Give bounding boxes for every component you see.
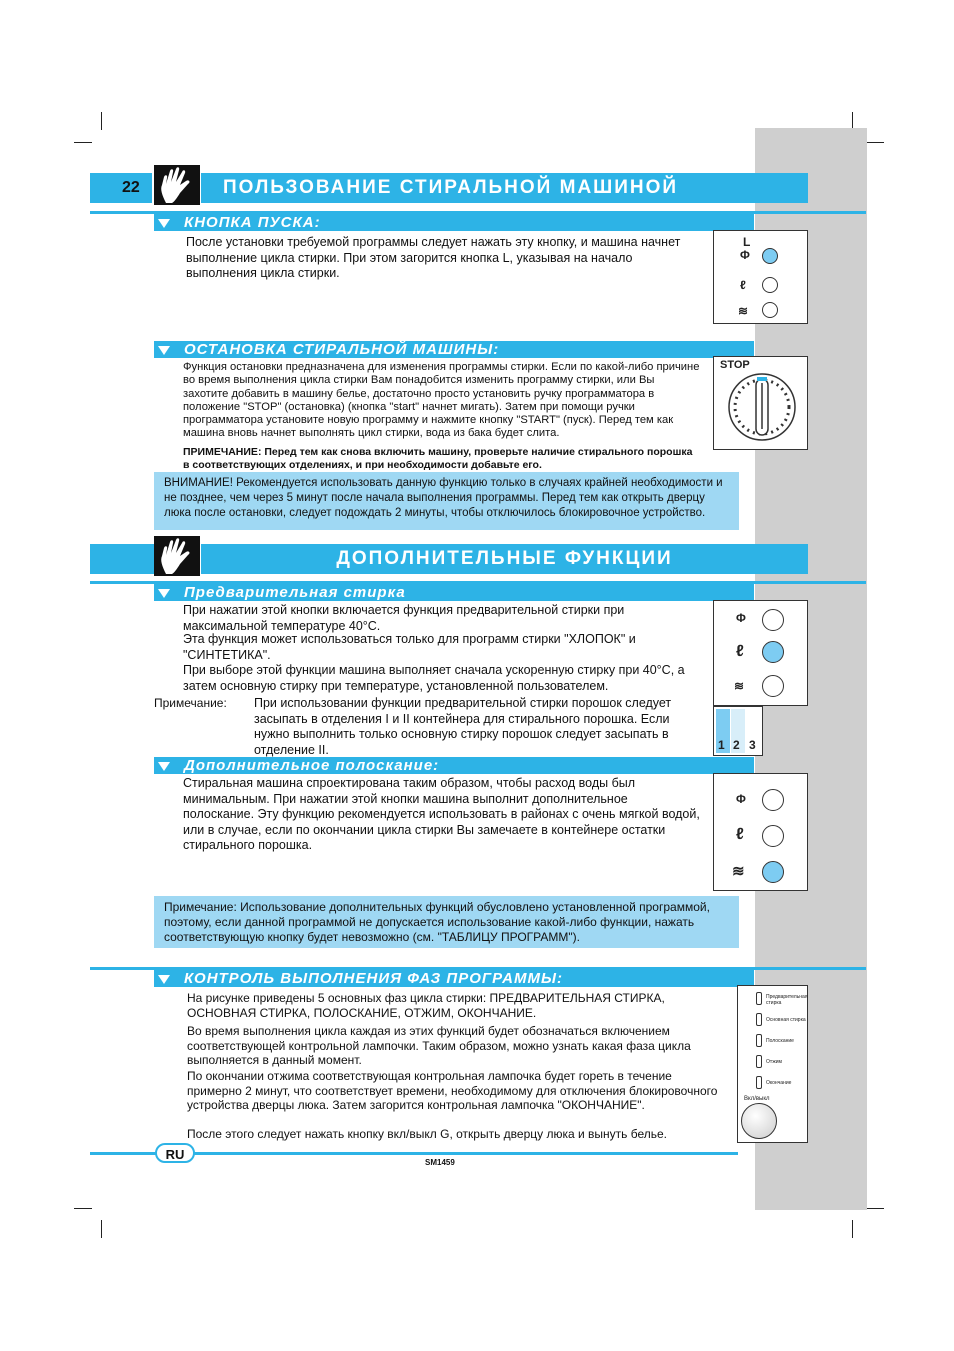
start-button-heading: КНОПКА ПУСКА: xyxy=(154,214,754,231)
doc-code: SM1459 xyxy=(425,1158,455,1167)
rinse-button[interactable] xyxy=(762,861,784,883)
power-button[interactable] xyxy=(741,1103,777,1139)
crop-mark xyxy=(74,142,92,143)
phases-paragraph-3: По окончании отжима соответствующая контрольная лампочка будет гореть в течение примерно 2 минут, что соответствует времени, необходимому для отключения блокировочного устройства дверцы люка. Затем загорится контрольная лампочка "ОКОНЧАНИЕ". xyxy=(187,1069,718,1112)
panel-button[interactable] xyxy=(762,675,784,697)
phase-lamps-panel xyxy=(737,985,808,1143)
panel-button[interactable] xyxy=(762,789,784,811)
drawer-label-1: 1 xyxy=(718,738,725,752)
prewash-heading: Предварительная стирка xyxy=(154,584,754,601)
stop-text: Функция остановки предназначена для изменения программы стирки. Если по какой-либо причине во время выполнения цикла стирки Вам понадобится изменить программу стирки, или Вы захотите добавить в машину белье, достаточно просто установить ручку программатора в положение "STOP" (остановка) (кнопка "start" начнет мигать). Затем при помощи ручки программатора установите новую программу и нажмите кнопку "START" (пуск). Перед тем как машина вновь начнет выполнять цикл стирки, вода из бака будет слита. xyxy=(183,361,700,440)
power-label: Вкл/выкл xyxy=(744,1096,770,1102)
stop-label: STOP xyxy=(720,359,750,371)
start-button-indicator[interactable] xyxy=(762,248,778,264)
lamp-prewash xyxy=(756,992,762,1005)
main-title: ПОЛЬЗОВАНИЕ СТИРАЛЬНОЙ МАШИНОЙ xyxy=(201,173,808,203)
triangle-icon xyxy=(158,762,170,771)
rinse-symbol-icon: ≋ xyxy=(734,679,745,693)
triangle-icon xyxy=(158,346,170,355)
extra-title: ДОПОЛНИТЕЛЬНЫЕ ФУНКЦИИ xyxy=(201,544,808,574)
extra-functions-note: Примечание: Использование дополнительных функций обусловлено установленной программой, поэтому, если данной программой не допускается использование какой-либо функции, нажать соответствующую кнопку будет невозможно (см. "ТАБЛИЦУ ПРОГРАММ"). xyxy=(154,896,739,948)
prewash-paragraph-3: При выборе этой функции машина выполняет сначала ускоренную стирку при 40°C, а затем основную стирку при температуре, установленной пользователем. xyxy=(183,663,685,693)
rinse-text: Стиральная машина спроектирована таким образом, чтобы расход воды был минимальным. При нажатии этой кнопки машина выполнит дополнительное полоскание. Эту функцию рекомендуется использовать в районах с очень мягкой водой, или в случае, если по окончании цикла стирки Вы замечаете в контейнере остатки стирального порошка. xyxy=(183,776,700,852)
hand-icon xyxy=(154,536,200,576)
panel-button[interactable] xyxy=(762,277,778,293)
lamp-spin xyxy=(756,1055,762,1068)
panel-button[interactable] xyxy=(762,825,784,847)
prewash-paragraph-2: Эта функция может использоваться только для программ стирки "ХЛОПОК" и "СИНТЕТИКА". xyxy=(183,632,636,662)
wash-symbol-icon: ℓ xyxy=(736,826,744,843)
phases-paragraph-4: После этого следует нажать кнопку вкл/выкл G, открыть дверцу люка и вынуть белье. xyxy=(187,1127,667,1141)
hand-icon xyxy=(154,165,200,205)
rinse-heading: Дополнительное полоскание: xyxy=(154,757,754,774)
program-dial-icon[interactable] xyxy=(726,371,798,443)
prewash-paragraph-1: При нажатии этой кнопки включается функция предварительной стирки при максимальной температуре 40°C. xyxy=(183,603,625,633)
triangle-icon xyxy=(158,975,170,984)
program-dial-panel xyxy=(713,356,808,450)
wash-symbol-icon: ℓ xyxy=(740,278,746,292)
lamp-main-wash xyxy=(756,1013,762,1026)
start-button-panel xyxy=(713,230,808,324)
crop-mark xyxy=(101,112,102,130)
drawer-label-2: 2 xyxy=(733,738,740,752)
prewash-button[interactable] xyxy=(762,641,784,663)
crop-mark xyxy=(74,1208,92,1209)
lamp-label: Полоскание xyxy=(766,1038,794,1044)
prewash-note-label: Примечание: xyxy=(154,696,227,710)
stop-warning: ВНИМАНИЕ! Рекомендуется использовать данную функцию только в случаях крайней необходимости и не позднее, чем через 5 минут после начала выполнения программы. Перед тем как открыть дверцу люка после остановки, следует подождать 2 минуты, чтобы отключилось блокировочное устройство. xyxy=(154,472,739,530)
rinse-panel xyxy=(713,773,808,891)
lamp-label: Предварительная стирка xyxy=(766,994,808,1006)
lamp-label: Отжим xyxy=(766,1059,782,1065)
drawer-label-3: 3 xyxy=(749,738,756,752)
wash-symbol-icon: ℓ xyxy=(736,643,744,660)
prewash-symbol-icon: Φ xyxy=(736,611,746,625)
crop-mark xyxy=(852,1220,853,1238)
language-badge: RU xyxy=(155,1143,195,1163)
panel-button[interactable] xyxy=(762,302,778,318)
panel-button[interactable] xyxy=(762,609,784,631)
crop-mark xyxy=(866,142,884,143)
lamp-label: Основная стирка xyxy=(766,1017,806,1023)
rinse-symbol-icon: ≋ xyxy=(738,304,749,318)
triangle-icon xyxy=(158,219,170,228)
crop-mark xyxy=(101,1220,102,1238)
panel-label-l: L xyxy=(743,235,751,249)
stop-note: ПРИМЕЧАНИЕ: Перед тем как снова включить машину, проверьте наличие стирального порошка в соответствующих отделениях, и при необходимости добавьте его. xyxy=(183,446,693,471)
phases-heading: КОНТРОЛЬ ВЫПОЛНЕНИЯ ФАЗ ПРОГРАММЫ: xyxy=(154,970,754,987)
prewash-symbol-icon: Φ xyxy=(740,248,750,262)
phases-paragraph-1: На рисунке приведены 5 основных фаз цикла стирки: ПРЕДВАРИТЕЛЬНАЯ СТИРКА, ОСНОВНАЯ СТИРКА, ПОЛОСКАНИЕ, ОТЖИМ, ОКОНЧАНИЕ. xyxy=(187,991,665,1020)
rinse-symbol-icon: ≋ xyxy=(732,863,745,880)
detergent-drawer-icon xyxy=(713,706,763,756)
page-number: 22 xyxy=(90,173,152,203)
triangle-icon xyxy=(158,589,170,598)
lamp-label: Окончание xyxy=(766,1080,792,1086)
prewash-panel xyxy=(713,600,808,706)
phases-paragraph-2: Во время выполнения цикла каждая из этих функций будет обозначаться включением соответствующей контрольной лампочки. Таким образом, можно узнать какая фаза цикла выполняется в данный момент. xyxy=(187,1024,691,1067)
extra-title-bg xyxy=(90,544,154,574)
lamp-end xyxy=(756,1076,762,1089)
lamp-rinse xyxy=(756,1034,762,1047)
crop-mark xyxy=(866,1208,884,1209)
prewash-symbol-icon: Φ xyxy=(736,792,746,806)
stop-heading: ОСТАНОВКА СТИРАЛЬНОЙ МАШИНЫ: xyxy=(154,341,754,358)
start-button-text: После установки требуемой программы следует нажать эту кнопку, и машина начнет выполнение цикла стирки. При этом загорится кнопка L, указывая на начало выполнения цикла стирки. xyxy=(186,235,681,280)
prewash-note: При использовании функции предварительной стирки порошок следует засыпать в отделения I и II контейнера для стирального порошка. Если нужно выполнить только основную стирку порошок следует засыпать в отделение II. xyxy=(254,696,672,757)
